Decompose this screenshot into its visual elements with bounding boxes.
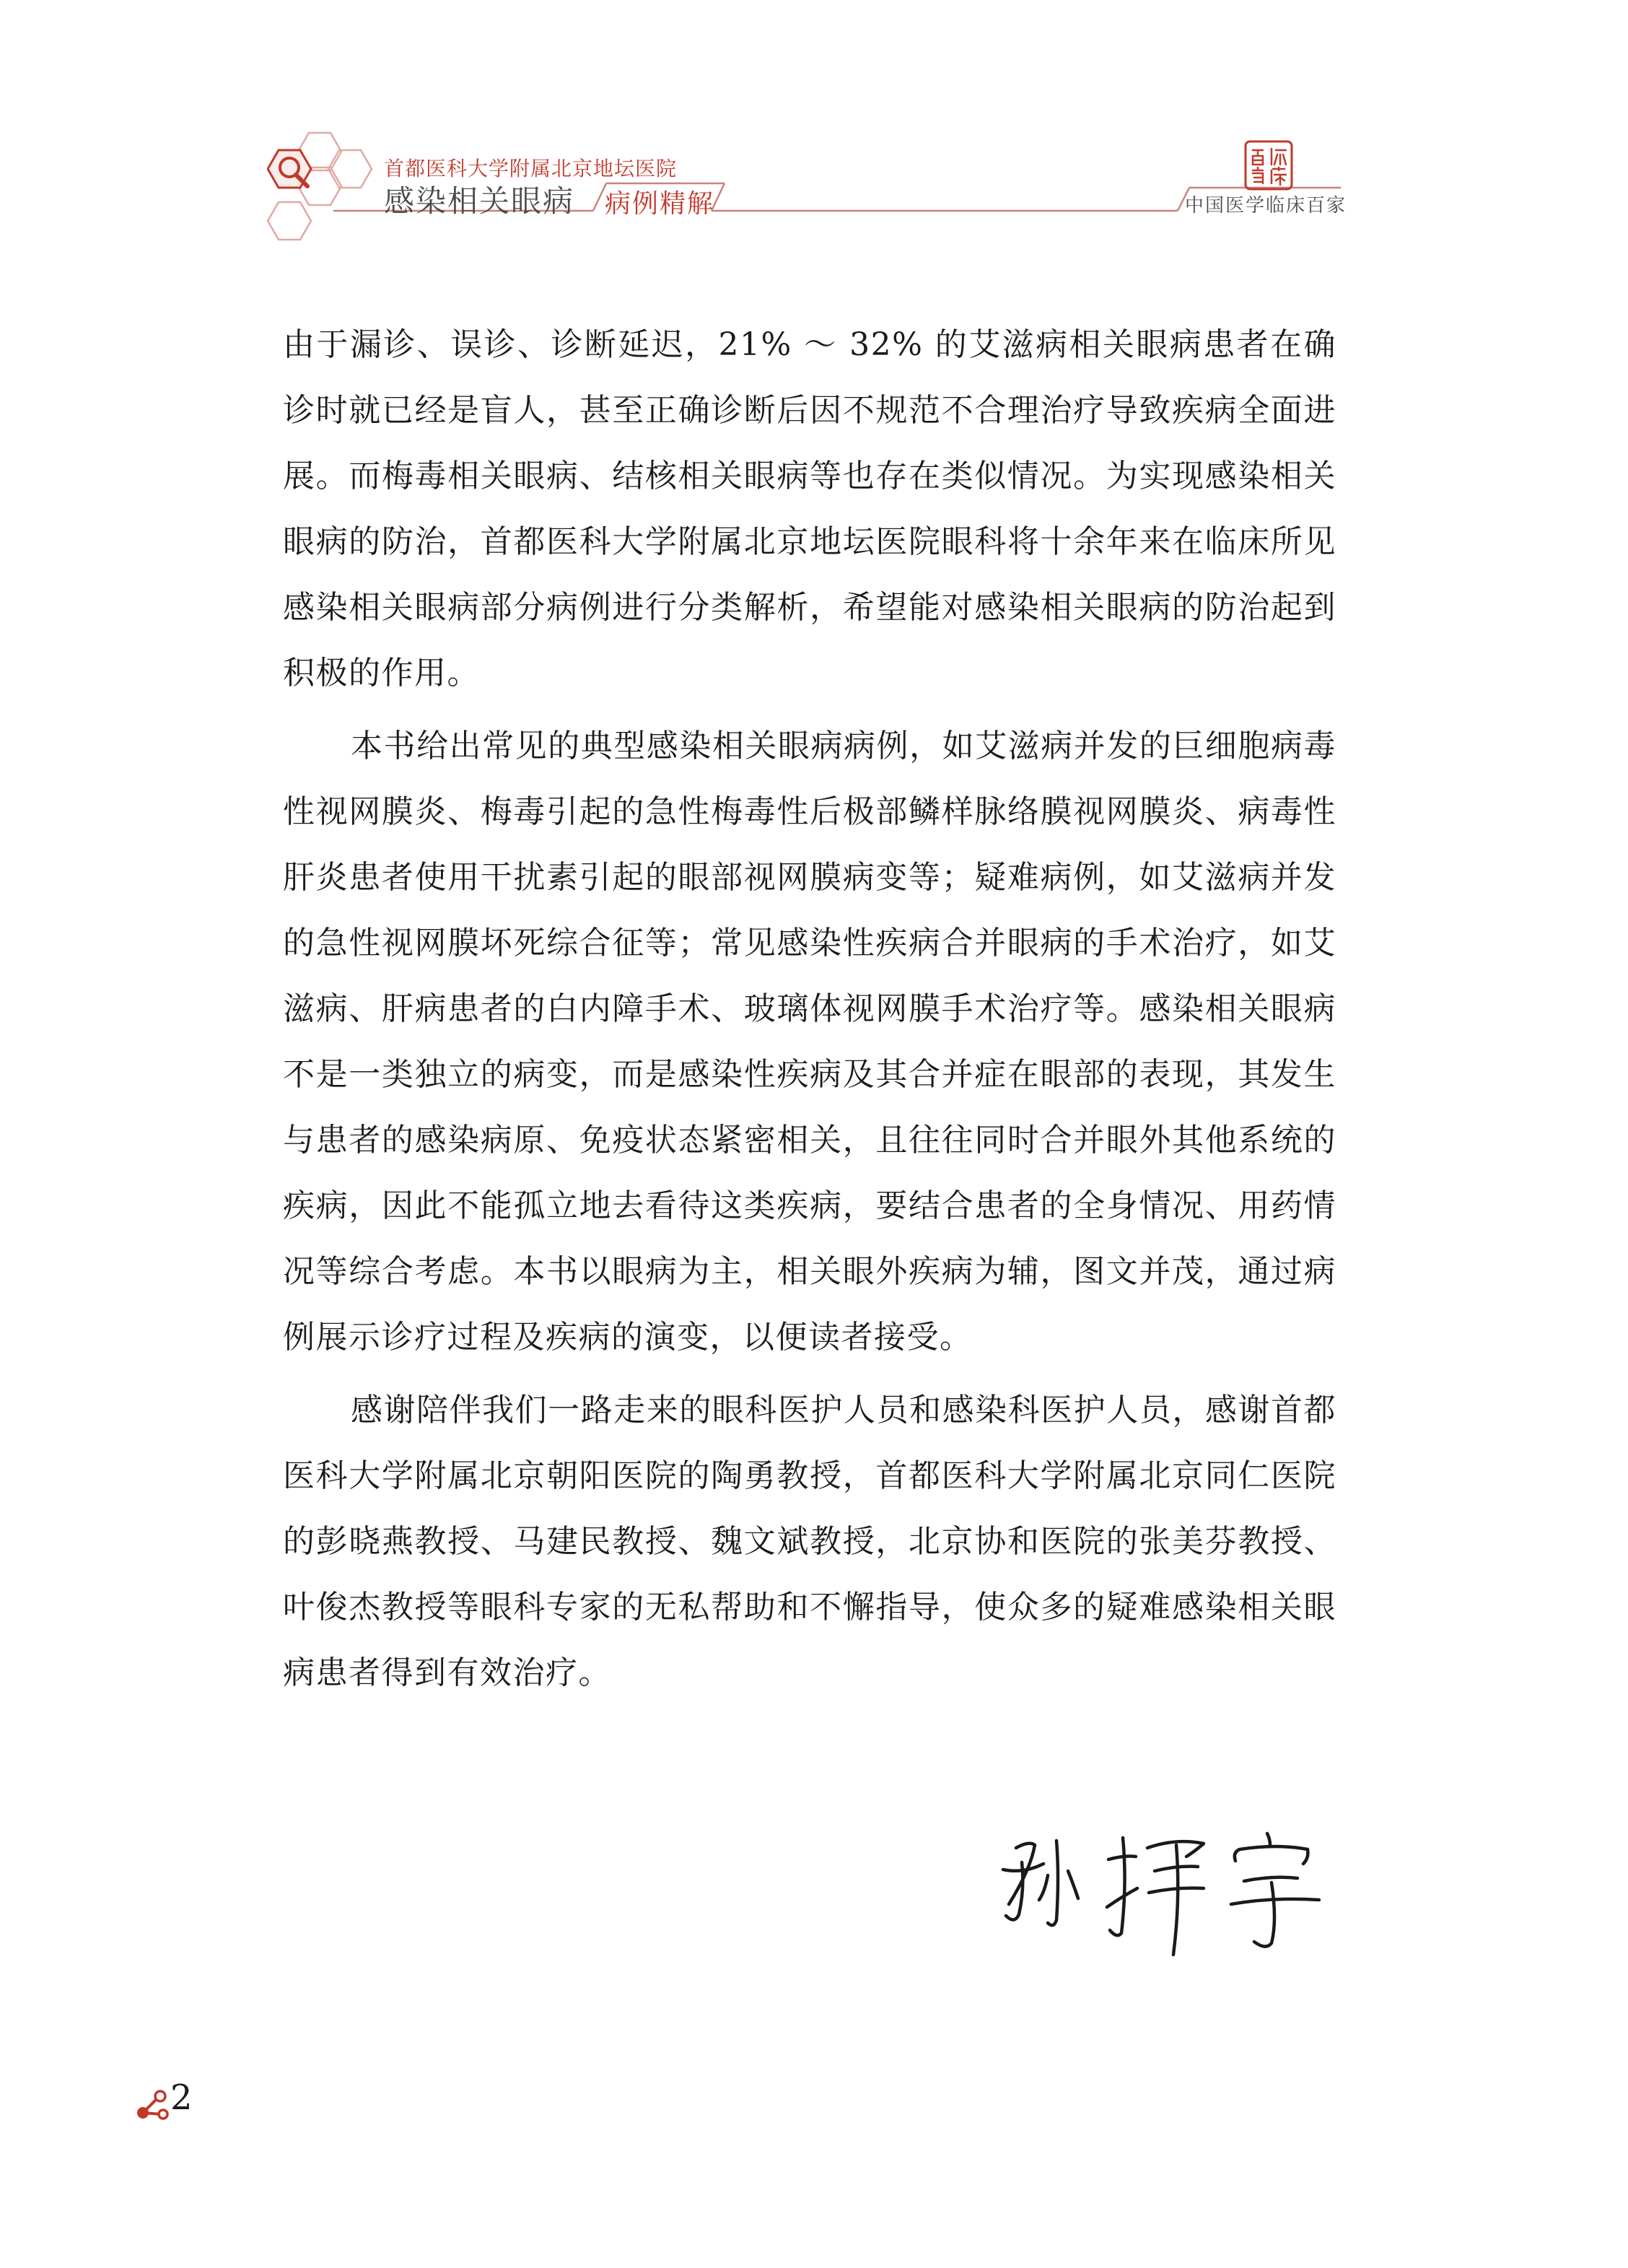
- book-subtitle: 病例精解: [605, 189, 715, 219]
- paragraph-3: 感谢陪伴我们一路走来的眼科医护人员和感染科医护人员，感谢首都医科大学附属北京朝阳医院的陶勇教授，首都医科大学附属北京同仁医院的彭晓燕教授、马建民教授、魏文斌教授，北京协和医院的张美芬教授、叶俊杰教授等眼科专家的无私帮助和不懈指导，使众多的疑难感染相关眼病患者得到有效治疗。: [283, 1392, 1336, 1691]
- paragraph-2: 本书给出常见的典型感染相关眼病病例，如艾滋病并发的巨细胞病毒性视网膜炎、梅毒引起的急性梅毒性后极部鳞样脉络膜视网膜炎、病毒性肝炎患者使用干扰素引起的眼部视网膜病变等；疑难病例，如艾滋病并发的急性视网膜坏死综合征等；常见感染性疾病合并眼病的手术治疗，如艾滋病、肝病患者的白内障手术、玻璃体视网膜手术治疗等。感染相关眼病不是一类独立的病变，而是感染性疾病及其合并症在眼部的表现，其发生与患者的感染病原、免疫状态紧密相关，且往往同时合并眼外其他系统的疾病，因此不能孤立地去看待这类疾病，要结合患者的全身情况、用药情况等综合考虑。本书以眼病为主，相关眼外疾病为辅，图文并茂，通过病例展示诊疗过程及疾病的演变，以便读者接受。: [283, 728, 1336, 1356]
- page-number: 2: [170, 2077, 193, 2118]
- preface-body: [283, 312, 1336, 1713]
- book-title: 感染相关眼病: [384, 183, 575, 219]
- molecule-icon: [134, 2088, 170, 2121]
- series-name: 中国医学临床百家: [1185, 195, 1347, 217]
- page-header: [0, 0, 1628, 260]
- series-seal-icon: [1243, 139, 1295, 192]
- author-signature: [987, 1819, 1334, 1963]
- paragraph-1: 由于漏诊、误诊、诊断延迟，21% ～ 32% 的艾滋病相关眼病患者在确诊时就已经是盲人，甚至正确诊断后因不规范不合理治疗导致疾病全面进展。而梅毒相关眼病、结核相关眼病等也存在类似情况。为实现感染相关眼病的防治，首都医科大学附属北京地坛医院眼科将十余年来在临床所见感染相关眼病部分病例进行分类解析，希望能对感染相关眼病的防治起到积极的作用。: [283, 326, 1336, 692]
- institution-name: 首都医科大学附属北京地坛医院: [384, 157, 678, 180]
- header-rule: [0, 0, 1628, 260]
